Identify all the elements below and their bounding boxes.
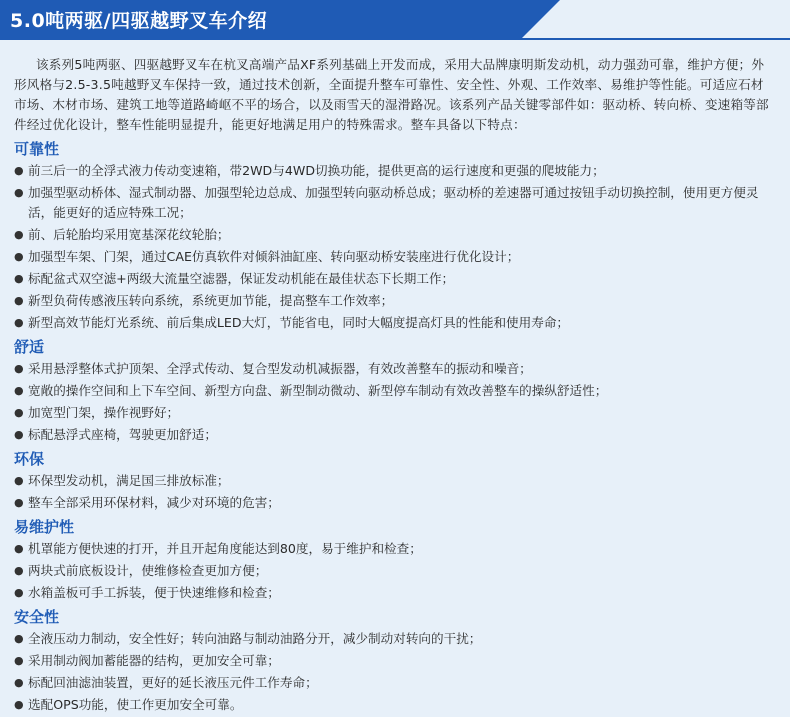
article-body bbox=[14, 55, 774, 717]
page-title: 5.0吨两驱/四驱越野叉车介绍 bbox=[10, 10, 268, 32]
section-title: 舒适 bbox=[14, 338, 45, 356]
list-item: ● 加强型车架、门架，通过CAE仿真软件对倾斜油缸座、转向驱动桥安装座进行优化设计； bbox=[14, 247, 774, 267]
list-item: ● 加强型驱动桥体、湿式制动器、加强型轮边总成、加强型转向驱动桥总成；驱动桥的差速器可通过按钮手动切换控制，使用更方便灵活，能更好的适应特殊工况； bbox=[14, 183, 774, 223]
feature-sections bbox=[14, 139, 774, 715]
list-item: ● 宽敞的操作空间和上下车空间、新型方向盘、新型制动微动、新型停车制动有效改善整车的操纵舒适性； bbox=[14, 381, 774, 401]
intro-paragraph: 该系列5吨两驱、四驱越野叉车在杭叉高端产品XF系列基础上开发而成，采用大品牌康明斯发动机，动力强劲可靠，维护方便；外形风格与2.5-3.5吨越野叉车保持一致，通过技术创新，全面提升整车可靠性、安全性、外观、工作效率、易维护等性能。可适应石材市场、木材市场、建筑工地等道路崎岖不平的场合，以及雨雪天的湿滑路况。该系列产品关键零部件如：驱动桥、转向桥、变速箱等部件经过优化设计，整车性能明显提升，能更好地满足用户的特殊需求。整车具备以下特点： bbox=[14, 57, 769, 132]
feature-section bbox=[14, 139, 774, 333]
feature-section bbox=[14, 449, 774, 513]
list-item: ● 标配悬浮式座椅，驾驶更加舒适； bbox=[14, 425, 774, 445]
section-title: 环保 bbox=[14, 450, 45, 468]
feature-list bbox=[14, 471, 774, 513]
list-item: ● 标配盆式双空滤+两级大流量空滤器，保证发动机能在最佳状态下长期工作； bbox=[14, 269, 774, 289]
list-item: ● 加宽型门架，操作视野好； bbox=[14, 403, 774, 423]
feature-section bbox=[14, 517, 774, 603]
list-item: ● 两块式前底板设计，使维修检查更加方便； bbox=[14, 561, 774, 581]
list-item: ● 新型高效节能灯光系统、前后集成LED大灯，节能省电，同时大幅度提高灯具的性能和使用寿命； bbox=[14, 313, 774, 333]
list-item: ● 机罩能方便快速的打开，并且开起角度能达到80度，易于维护和检查； bbox=[14, 539, 774, 559]
list-item: ● 水箱盖板可手工拆装，便于快速维修和检查； bbox=[14, 583, 774, 603]
header-rule bbox=[500, 38, 790, 40]
list-item: ● 环保型发动机，满足国三排放标准； bbox=[14, 471, 774, 491]
list-item: ● 整车全部采用环保材料，减少对环境的危害； bbox=[14, 493, 774, 513]
section-title: 安全性 bbox=[14, 608, 60, 626]
section-title: 可靠性 bbox=[14, 140, 60, 158]
list-item: ● 前、后轮胎均采用宽基深花纹轮胎； bbox=[14, 225, 774, 245]
list-item: ● 采用悬浮整体式护顶架、全浮式传动、复合型发动机减振器，有效改善整车的振动和噪音； bbox=[14, 359, 774, 379]
list-item: ● 全液压动力制动，安全性好；转向油路与制动油路分开，减少制动对转向的干扰； bbox=[14, 629, 774, 649]
feature-section bbox=[14, 607, 774, 715]
feature-list bbox=[14, 539, 774, 603]
page-header bbox=[0, 0, 790, 40]
feature-list bbox=[14, 629, 774, 715]
list-item: ● 标配回油滤油装置，更好的延长液压元件工作寿命； bbox=[14, 673, 774, 693]
feature-list bbox=[14, 161, 774, 333]
feature-list bbox=[14, 359, 774, 445]
list-item: ● 选配OPS功能，使工作更加安全可靠。 bbox=[14, 695, 774, 715]
list-item: ● 新型负荷传感液压转向系统，系统更加节能，提高整车工作效率； bbox=[14, 291, 774, 311]
list-item: ● 前三后一的全浮式液力传动变速箱，带2WD与4WD切换功能，提供更高的运行速度和更强的爬坡能力； bbox=[14, 161, 774, 181]
list-item: ● 采用制动阀加蓄能器的结构，更加安全可靠； bbox=[14, 651, 774, 671]
feature-section bbox=[14, 337, 774, 445]
section-title: 易维护性 bbox=[14, 518, 75, 536]
